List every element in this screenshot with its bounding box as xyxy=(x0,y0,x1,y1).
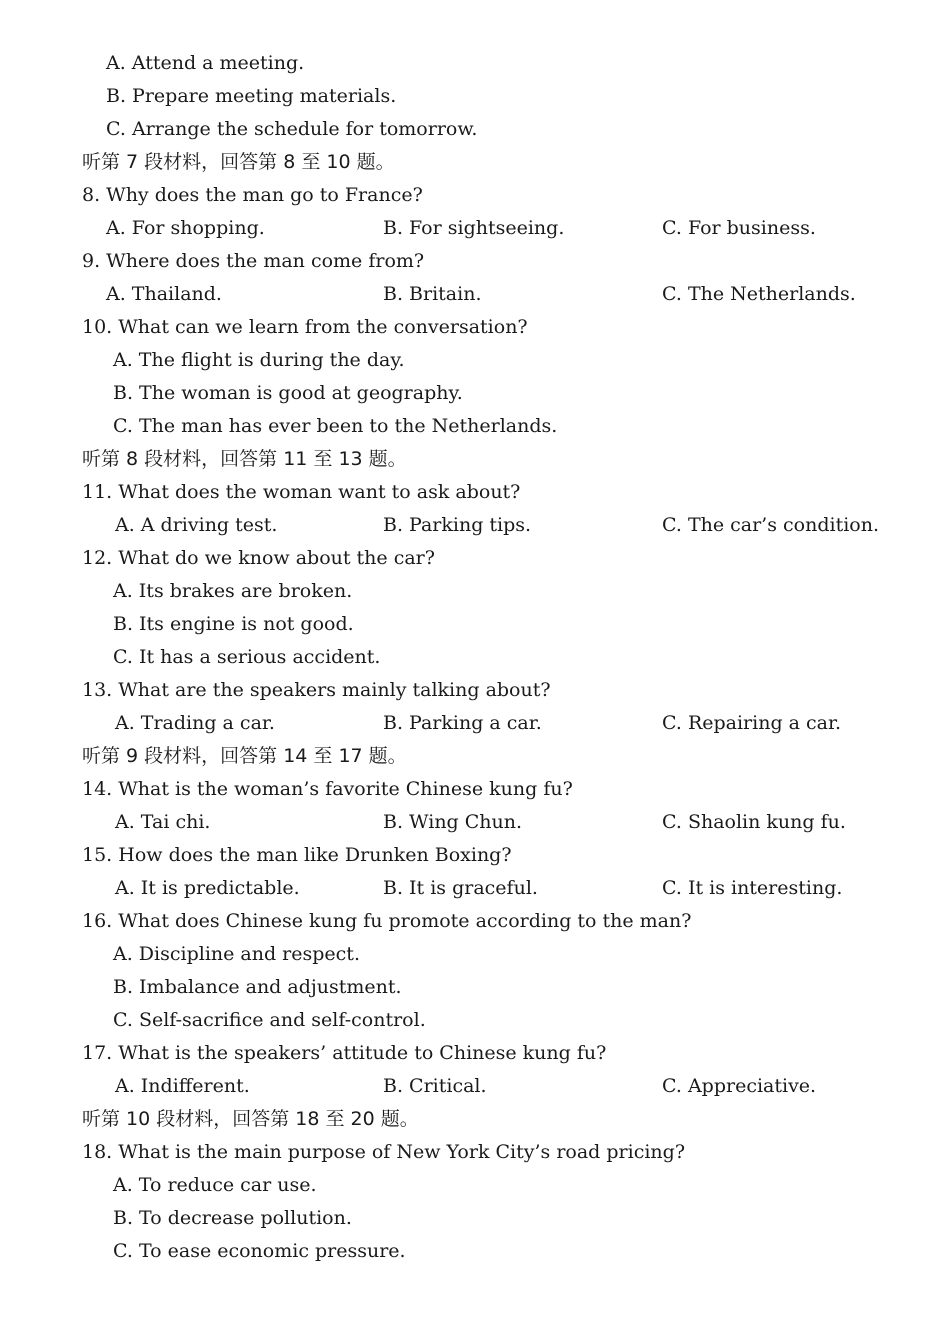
option-b: B. Wing Chun. xyxy=(383,811,523,833)
option-b: B. Parking a car. xyxy=(383,712,542,734)
question-14-options xyxy=(0,807,950,837)
section-header-9: 听第 9 段材料，回答第 14 至 17 题。 xyxy=(82,745,407,767)
question-12-option-a: A. Its brakes are broken. xyxy=(113,580,353,602)
question-16-stem: 16. What does Chinese kung fu promote according to the man? xyxy=(82,910,692,932)
option-b: B. For sightseeing. xyxy=(383,217,565,239)
option-b: B. It is graceful. xyxy=(383,877,538,899)
question-9-options xyxy=(0,279,950,309)
section-header-10: 听第 10 段材料，回答第 18 至 20 题。 xyxy=(82,1108,419,1130)
option-a: A. It is predictable. xyxy=(115,877,300,899)
question-10-option-b: B. The woman is good at geography. xyxy=(113,382,463,404)
option-a: A. Thailand. xyxy=(106,283,222,305)
question-13-options xyxy=(0,708,950,738)
intro-option-c: C. Arrange the schedule for tomorrow. xyxy=(106,118,478,140)
option-c: C. Repairing a car. xyxy=(662,712,842,734)
question-16-option-c: C. Self-sacrifice and self-control. xyxy=(113,1009,426,1031)
question-12-option-b: B. Its engine is not good. xyxy=(113,613,354,635)
option-c: C. It is interesting. xyxy=(662,877,843,899)
question-18-option-a: A. To reduce car use. xyxy=(113,1174,317,1196)
question-17-options xyxy=(0,1071,950,1101)
option-a: A. Indifferent. xyxy=(115,1075,250,1097)
question-18-stem: 18. What is the main purpose of New York City’s road pricing? xyxy=(82,1141,685,1163)
question-11-options xyxy=(0,510,950,540)
question-9-stem: 9. Where does the man come from? xyxy=(82,250,425,272)
section-header-7: 听第 7 段材料，回答第 8 至 10 题。 xyxy=(82,151,395,173)
option-a: A. A driving test. xyxy=(115,514,278,536)
intro-option-a: A. Attend a meeting. xyxy=(106,52,305,74)
question-13-stem: 13. What are the speakers mainly talking about? xyxy=(82,679,551,701)
question-15-options xyxy=(0,873,950,903)
question-12-option-c: C. It has a serious accident. xyxy=(113,646,381,668)
question-18-option-c: C. To ease economic pressure. xyxy=(113,1240,406,1262)
option-c: C. For business. xyxy=(662,217,816,239)
question-8-stem: 8. Why does the man go to France? xyxy=(82,184,423,206)
option-b: B. Parking tips. xyxy=(383,514,532,536)
option-a: A. Trading a car. xyxy=(115,712,275,734)
question-16-option-a: A. Discipline and respect. xyxy=(113,943,360,965)
question-12-stem: 12. What do we know about the car? xyxy=(82,547,435,569)
option-c: C. Shaolin kung fu. xyxy=(662,811,846,833)
question-15-stem: 15. How does the man like Drunken Boxing? xyxy=(82,844,512,866)
question-16-option-b: B. Imbalance and adjustment. xyxy=(113,976,402,998)
intro-option-b: B. Prepare meeting materials. xyxy=(106,85,397,107)
question-14-stem: 14. What is the woman’s favorite Chinese kung fu? xyxy=(82,778,573,800)
option-b: B. Britain. xyxy=(383,283,482,305)
question-10-option-a: A. The flight is during the day. xyxy=(113,349,405,371)
option-a: A. For shopping. xyxy=(106,217,265,239)
question-18-option-b: B. To decrease pollution. xyxy=(113,1207,352,1229)
question-10-stem: 10. What can we learn from the conversation? xyxy=(82,316,528,338)
question-10-option-c: C. The man has ever been to the Netherlands. xyxy=(113,415,558,437)
option-a: A. Tai chi. xyxy=(115,811,211,833)
option-c: C. Appreciative. xyxy=(662,1075,817,1097)
section-header-8: 听第 8 段材料，回答第 11 至 13 题。 xyxy=(82,448,407,470)
option-c: C. The Netherlands. xyxy=(662,283,856,305)
question-8-options xyxy=(0,213,950,243)
question-11-stem: 11. What does the woman want to ask about? xyxy=(82,481,521,503)
question-17-stem: 17. What is the speakers’ attitude to Chinese kung fu? xyxy=(82,1042,607,1064)
option-c: C. The car’s condition. xyxy=(662,514,879,536)
option-b: B. Critical. xyxy=(383,1075,487,1097)
